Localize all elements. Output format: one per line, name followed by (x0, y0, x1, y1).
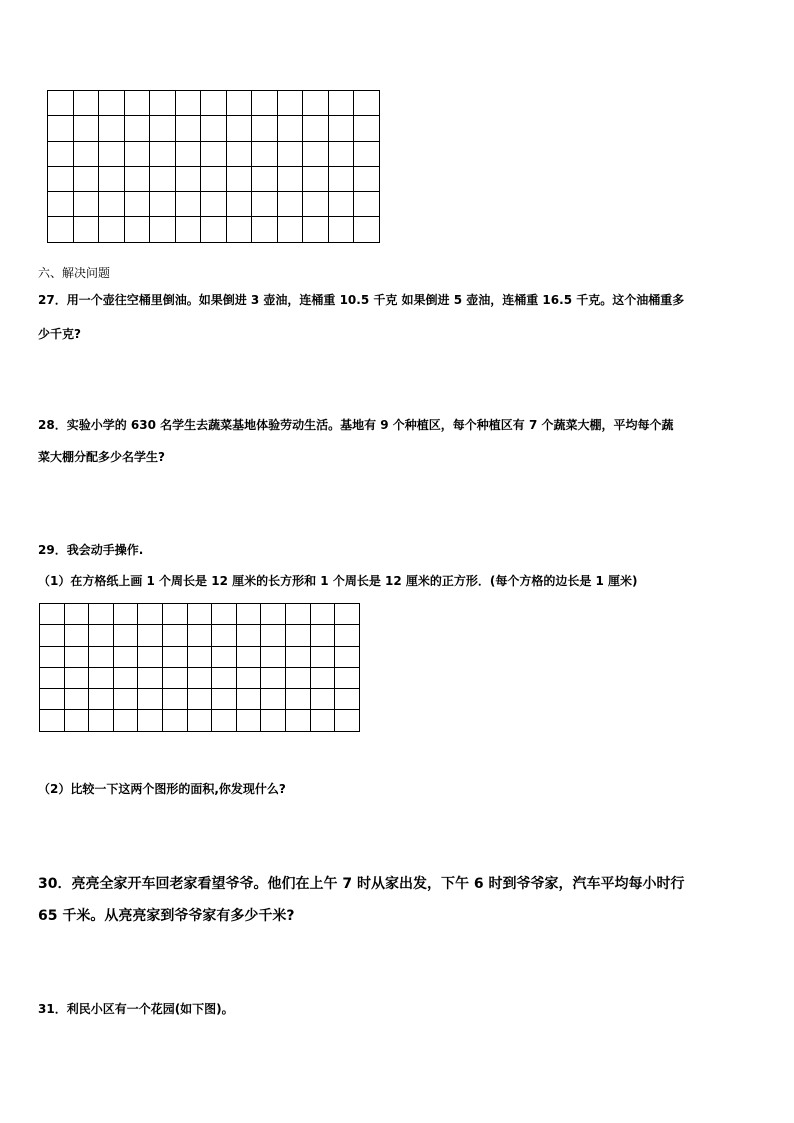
grid-cell (261, 667, 286, 688)
grid-cell (303, 166, 329, 191)
grid-cell (285, 689, 310, 710)
grid-cell (201, 116, 227, 141)
grid-cell (335, 689, 360, 710)
grid-cell (150, 217, 176, 242)
grid-cell (40, 646, 65, 667)
grid-cell (328, 116, 354, 141)
grid-cell (40, 667, 65, 688)
question-31-line1: 31．利民小区有一个花园(如下图)。 (38, 1002, 234, 1016)
grid-cell (99, 141, 125, 166)
grid-cell (201, 141, 227, 166)
grid-cell (64, 667, 89, 688)
grid-cell (354, 141, 380, 166)
grid-cell (212, 689, 237, 710)
grid-cell (73, 166, 99, 191)
grid-cell (261, 710, 286, 731)
grid-cell (99, 91, 125, 116)
grid-cell (226, 141, 252, 166)
grid-cell (252, 91, 278, 116)
grid-cell (113, 689, 138, 710)
question-28-line2: 菜大棚分配多少名学生? (38, 450, 165, 464)
grid-cell (89, 667, 114, 688)
grid-cell (64, 625, 89, 646)
grid-cell (303, 141, 329, 166)
grid-cell (303, 217, 329, 242)
grid-cell (252, 192, 278, 217)
question-30-line2: 65 千米。从亮亮家到爷爷家有多少千米? (38, 908, 295, 924)
grid-cell (236, 646, 261, 667)
grid-cell (64, 604, 89, 625)
grid-cell (162, 667, 187, 688)
grid-cell (48, 166, 74, 191)
grid-cell (124, 192, 150, 217)
grid-cell (162, 710, 187, 731)
grid-cell (277, 141, 303, 166)
grid-cell (335, 625, 360, 646)
grid-cell (124, 91, 150, 116)
grid-cell (187, 710, 212, 731)
grid-cell (162, 604, 187, 625)
grid-cell (303, 91, 329, 116)
grid-cell (236, 667, 261, 688)
grid-cell (175, 166, 201, 191)
grid-cell (175, 116, 201, 141)
grid-cell (277, 192, 303, 217)
grid-cell (236, 689, 261, 710)
grid-cell (162, 689, 187, 710)
grid-cell (335, 604, 360, 625)
grid-cell (261, 646, 286, 667)
grid-cell (73, 116, 99, 141)
grid-cell (48, 116, 74, 141)
grid-cell (40, 625, 65, 646)
grid-cell (328, 91, 354, 116)
question-27-line2: 少千克? (38, 327, 81, 341)
grid-cell (64, 710, 89, 731)
grid-cell (310, 689, 335, 710)
grid-cell (212, 604, 237, 625)
grid-cell (328, 217, 354, 242)
grid-cell (201, 217, 227, 242)
grid-cell (354, 116, 380, 141)
grid-cell (48, 141, 74, 166)
grid-cell (89, 625, 114, 646)
grid-cell (175, 91, 201, 116)
grid-cell (89, 646, 114, 667)
grid-cell (175, 217, 201, 242)
grid-cell (187, 667, 212, 688)
grid-cell (73, 91, 99, 116)
grid-cell (64, 689, 89, 710)
grid-cell (113, 646, 138, 667)
grid-cell (285, 604, 310, 625)
grid-cell (99, 192, 125, 217)
grid-cell (150, 166, 176, 191)
grid-cell (277, 166, 303, 191)
grid-cell (162, 625, 187, 646)
grid-cell (354, 166, 380, 191)
grid-cell (226, 217, 252, 242)
grid-cell (236, 625, 261, 646)
grid-cell (150, 192, 176, 217)
grid-cell (99, 166, 125, 191)
grid-cell (328, 166, 354, 191)
grid-cell (354, 217, 380, 242)
grid-cell (277, 91, 303, 116)
grid-cell (201, 91, 227, 116)
grid-cell (99, 116, 125, 141)
grid-cell (138, 604, 163, 625)
question-28-line1: 28．实验小学的 630 名学生去蔬菜基地体验劳动生活。基地有 9 个种植区，每个种植区有 7 个蔬菜大棚，平均每个蔬 (38, 418, 674, 432)
grid-cell (138, 689, 163, 710)
grid-cell (328, 141, 354, 166)
grid-cell (310, 646, 335, 667)
grid-cell (354, 91, 380, 116)
grid-cell (113, 625, 138, 646)
grid-cell (236, 710, 261, 731)
grid-cell (285, 667, 310, 688)
grid-cell (175, 192, 201, 217)
grid-cell (162, 646, 187, 667)
grid-cell (124, 141, 150, 166)
grid-cell (124, 217, 150, 242)
grid-cell (113, 604, 138, 625)
grid-cell (212, 625, 237, 646)
grid-cell (187, 689, 212, 710)
top-square-grid (47, 90, 380, 243)
grid-cell (187, 646, 212, 667)
question-29-part1: （1）在方格纸上画 1 个周长是 12 厘米的长方形和 1 个周长是 12 厘米的正方形．(每个方格的边长是 1 厘米) (38, 574, 638, 588)
grid-cell (40, 710, 65, 731)
grid-cell (124, 116, 150, 141)
grid-cell (150, 141, 176, 166)
grid-cell (285, 710, 310, 731)
grid-cell (303, 116, 329, 141)
grid-cell (226, 192, 252, 217)
grid-cell (89, 604, 114, 625)
grid-cell (138, 710, 163, 731)
grid-cell (252, 166, 278, 191)
grid-cell (124, 166, 150, 191)
grid-cell (212, 646, 237, 667)
grid-cell (226, 116, 252, 141)
grid-cell (310, 710, 335, 731)
grid-cell (175, 141, 201, 166)
grid-cell (73, 192, 99, 217)
grid-cell (285, 646, 310, 667)
grid-cell (236, 604, 261, 625)
grid-cell (285, 625, 310, 646)
grid-cell (138, 667, 163, 688)
grid-cell (40, 604, 65, 625)
grid-cell (89, 689, 114, 710)
grid-cell (187, 604, 212, 625)
grid-cell (252, 141, 278, 166)
question-29-title: 29．我会动手操作. (38, 543, 144, 557)
grid-cell (261, 625, 286, 646)
grid-cell (335, 667, 360, 688)
q29-square-grid (39, 603, 360, 732)
grid-cell (226, 91, 252, 116)
question-27-line1: 27．用一个壶往空桶里倒油。如果倒进 3 壶油，连桶重 10.5 千克 如果倒进 5 壶油，连桶重 16.5 千克。这个油桶重多 (38, 293, 685, 307)
grid-cell (73, 217, 99, 242)
grid-cell (187, 625, 212, 646)
grid-cell (226, 166, 252, 191)
section-title: 六、解决问题 (38, 266, 111, 280)
grid-cell (303, 192, 329, 217)
grid-cell (201, 166, 227, 191)
grid-cell (138, 646, 163, 667)
grid-cell (310, 667, 335, 688)
grid-cell (201, 192, 227, 217)
grid-cell (261, 604, 286, 625)
grid-cell (48, 192, 74, 217)
grid-cell (310, 604, 335, 625)
grid-cell (354, 192, 380, 217)
grid-cell (310, 625, 335, 646)
question-30-line1: 30．亮亮全家开车回老家看望爷爷。他们在上午 7 时从家出发，下午 6 时到爷爷家，汽车平均每小时行 (38, 876, 685, 892)
grid-cell (252, 217, 278, 242)
grid-cell (150, 91, 176, 116)
grid-cell (113, 667, 138, 688)
grid-cell (212, 667, 237, 688)
grid-cell (138, 625, 163, 646)
question-29-part2: （2）比较一下这两个图形的面积,你发现什么? (38, 782, 286, 796)
grid-cell (48, 91, 74, 116)
grid-cell (335, 646, 360, 667)
grid-cell (64, 646, 89, 667)
grid-cell (113, 710, 138, 731)
grid-cell (335, 710, 360, 731)
grid-cell (328, 192, 354, 217)
grid-cell (89, 710, 114, 731)
grid-cell (150, 116, 176, 141)
grid-cell (40, 689, 65, 710)
grid-cell (48, 217, 74, 242)
grid-cell (277, 116, 303, 141)
grid-cell (99, 217, 125, 242)
grid-cell (252, 116, 278, 141)
grid-cell (277, 217, 303, 242)
grid-cell (261, 689, 286, 710)
grid-cell (73, 141, 99, 166)
grid-cell (212, 710, 237, 731)
